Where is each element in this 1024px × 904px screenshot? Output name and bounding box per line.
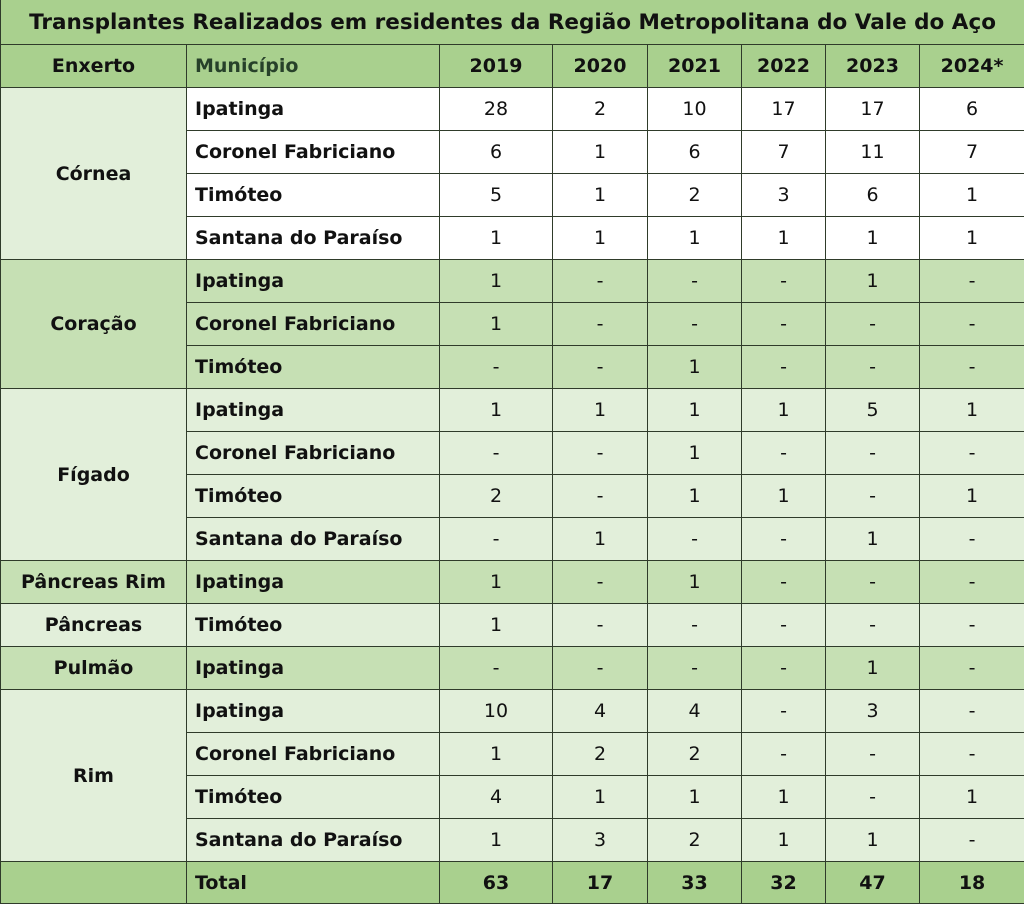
value-cell: - [920,690,1024,733]
value-cell: - [742,346,826,389]
value-cell: - [648,518,742,561]
municipio-cell: Ipatinga [187,647,440,690]
total-cell: 33 [648,862,742,904]
value-cell: - [920,819,1024,862]
value-cell: 1 [648,389,742,432]
value-cell: 1 [553,131,648,174]
value-cell: - [553,475,648,518]
value-cell: - [742,260,826,303]
table-body [1,88,1024,862]
value-cell: 2 [648,819,742,862]
group-label: Rim [1,690,187,862]
value-cell: - [920,432,1024,475]
total-cell: 18 [920,862,1024,904]
municipio-cell: Santana do Paraíso [187,217,440,260]
value-cell: - [826,475,920,518]
total-cell: 17 [553,862,648,904]
value-cell: 1 [440,389,553,432]
municipio-cell: Ipatinga [187,88,440,131]
value-cell: - [648,260,742,303]
value-cell: 1 [648,346,742,389]
value-cell: 7 [920,131,1024,174]
header-year: 2024* [920,45,1024,88]
municipio-cell: Timóteo [187,475,440,518]
value-cell: 5 [826,389,920,432]
group-label: Pâncreas [1,604,187,647]
header-year: 2023 [826,45,920,88]
group-label: Pâncreas Rim [1,561,187,604]
value-cell: 1 [920,217,1024,260]
value-cell: - [742,561,826,604]
value-cell: - [553,561,648,604]
value-cell: 1 [553,217,648,260]
value-cell: 1 [920,174,1024,217]
value-cell: 7 [742,131,826,174]
value-cell: - [553,346,648,389]
value-cell: 17 [826,88,920,131]
value-cell: 3 [742,174,826,217]
municipio-cell: Coronel Fabriciano [187,303,440,346]
municipio-cell: Coronel Fabriciano [187,131,440,174]
value-cell: 1 [742,776,826,819]
value-cell: - [440,346,553,389]
value-cell: 6 [440,131,553,174]
municipio-cell: Ipatinga [187,561,440,604]
value-cell: 1 [440,819,553,862]
value-cell: 1 [440,561,553,604]
total-cell: 63 [440,862,553,904]
group-label: Pulmão [1,647,187,690]
total-cell: 47 [826,862,920,904]
value-cell: 1 [648,432,742,475]
value-cell: - [826,346,920,389]
header-year: 2019 [440,45,553,88]
table-row [1,88,1024,131]
value-cell: 2 [440,475,553,518]
value-cell: 1 [742,475,826,518]
value-cell: 1 [826,647,920,690]
value-cell: - [553,604,648,647]
value-cell: 17 [742,88,826,131]
value-cell: - [742,518,826,561]
value-cell: - [920,733,1024,776]
value-cell: - [742,303,826,346]
header-year: 2021 [648,45,742,88]
value-cell: 1 [826,518,920,561]
value-cell: - [648,647,742,690]
value-cell: - [553,432,648,475]
table-row [1,561,1024,604]
value-cell: - [648,303,742,346]
value-cell: 1 [648,776,742,819]
value-cell: - [648,604,742,647]
value-cell: - [440,518,553,561]
table-title: Transplantes Realizados em residentes da Região Metropolitana do Vale do Aço [1,0,1024,45]
municipio-cell: Timóteo [187,346,440,389]
value-cell: 1 [553,174,648,217]
value-cell: - [920,604,1024,647]
table-row [1,389,1024,432]
value-cell: 1 [920,776,1024,819]
value-cell: 1 [553,518,648,561]
value-cell: 28 [440,88,553,131]
value-cell: - [440,647,553,690]
value-cell: - [742,432,826,475]
value-cell: 11 [826,131,920,174]
total-label: Total [187,862,440,904]
value-cell: - [553,303,648,346]
value-cell: 5 [440,174,553,217]
value-cell: 4 [648,690,742,733]
value-cell: - [920,647,1024,690]
value-cell: 6 [648,131,742,174]
value-cell: - [553,647,648,690]
municipio-cell: Coronel Fabriciano [187,432,440,475]
municipio-cell: Ipatinga [187,260,440,303]
municipio-cell: Santana do Paraíso [187,819,440,862]
municipio-cell: Timóteo [187,776,440,819]
value-cell: 1 [826,260,920,303]
municipio-cell: Timóteo [187,174,440,217]
table-row [1,690,1024,733]
group-label: Coração [1,260,187,389]
group-label: Fígado [1,389,187,561]
value-cell: 1 [440,303,553,346]
value-cell: 1 [742,819,826,862]
value-cell: - [440,432,553,475]
value-cell: 1 [920,475,1024,518]
value-cell: 2 [553,88,648,131]
total-cell: 32 [742,862,826,904]
value-cell: - [920,260,1024,303]
value-cell: - [826,303,920,346]
value-cell: - [826,432,920,475]
table-row [1,604,1024,647]
value-cell: - [920,303,1024,346]
value-cell: 4 [440,776,553,819]
value-cell: - [826,561,920,604]
value-cell: 1 [648,217,742,260]
table-row [1,647,1024,690]
value-cell: - [920,561,1024,604]
value-cell: 2 [553,733,648,776]
value-cell: 1 [440,260,553,303]
value-cell: - [742,690,826,733]
municipio-cell: Timóteo [187,604,440,647]
value-cell: - [826,733,920,776]
municipio-cell: Santana do Paraíso [187,518,440,561]
value-cell: - [742,647,826,690]
header-year: 2022 [742,45,826,88]
value-cell: 1 [440,733,553,776]
total-spacer [1,862,187,904]
value-cell: 1 [826,819,920,862]
value-cell: 1 [440,604,553,647]
header-year: 2020 [553,45,648,88]
value-cell: 3 [826,690,920,733]
value-cell: - [742,604,826,647]
municipio-cell: Ipatinga [187,690,440,733]
value-cell: 1 [648,561,742,604]
value-cell: 2 [648,733,742,776]
value-cell: 6 [920,88,1024,131]
municipio-cell: Ipatinga [187,389,440,432]
value-cell: 1 [553,776,648,819]
value-cell: - [553,260,648,303]
value-cell: 6 [826,174,920,217]
table-row [1,260,1024,303]
value-cell: 1 [440,217,553,260]
header-enxerto: Enxerto [1,45,187,88]
value-cell: - [920,518,1024,561]
value-cell: 10 [440,690,553,733]
municipio-cell: Coronel Fabriciano [187,733,440,776]
value-cell: 1 [648,475,742,518]
value-cell: 2 [648,174,742,217]
value-cell: 1 [826,217,920,260]
value-cell: 4 [553,690,648,733]
header-municipio: Município [187,45,440,88]
value-cell: 1 [553,389,648,432]
value-cell: - [920,346,1024,389]
value-cell: - [742,733,826,776]
value-cell: 1 [742,217,826,260]
value-cell: - [826,604,920,647]
group-label: Córnea [1,88,187,260]
value-cell: 1 [920,389,1024,432]
value-cell: 3 [553,819,648,862]
value-cell: - [826,776,920,819]
value-cell: 1 [742,389,826,432]
value-cell: 10 [648,88,742,131]
total-row [1,862,1024,904]
